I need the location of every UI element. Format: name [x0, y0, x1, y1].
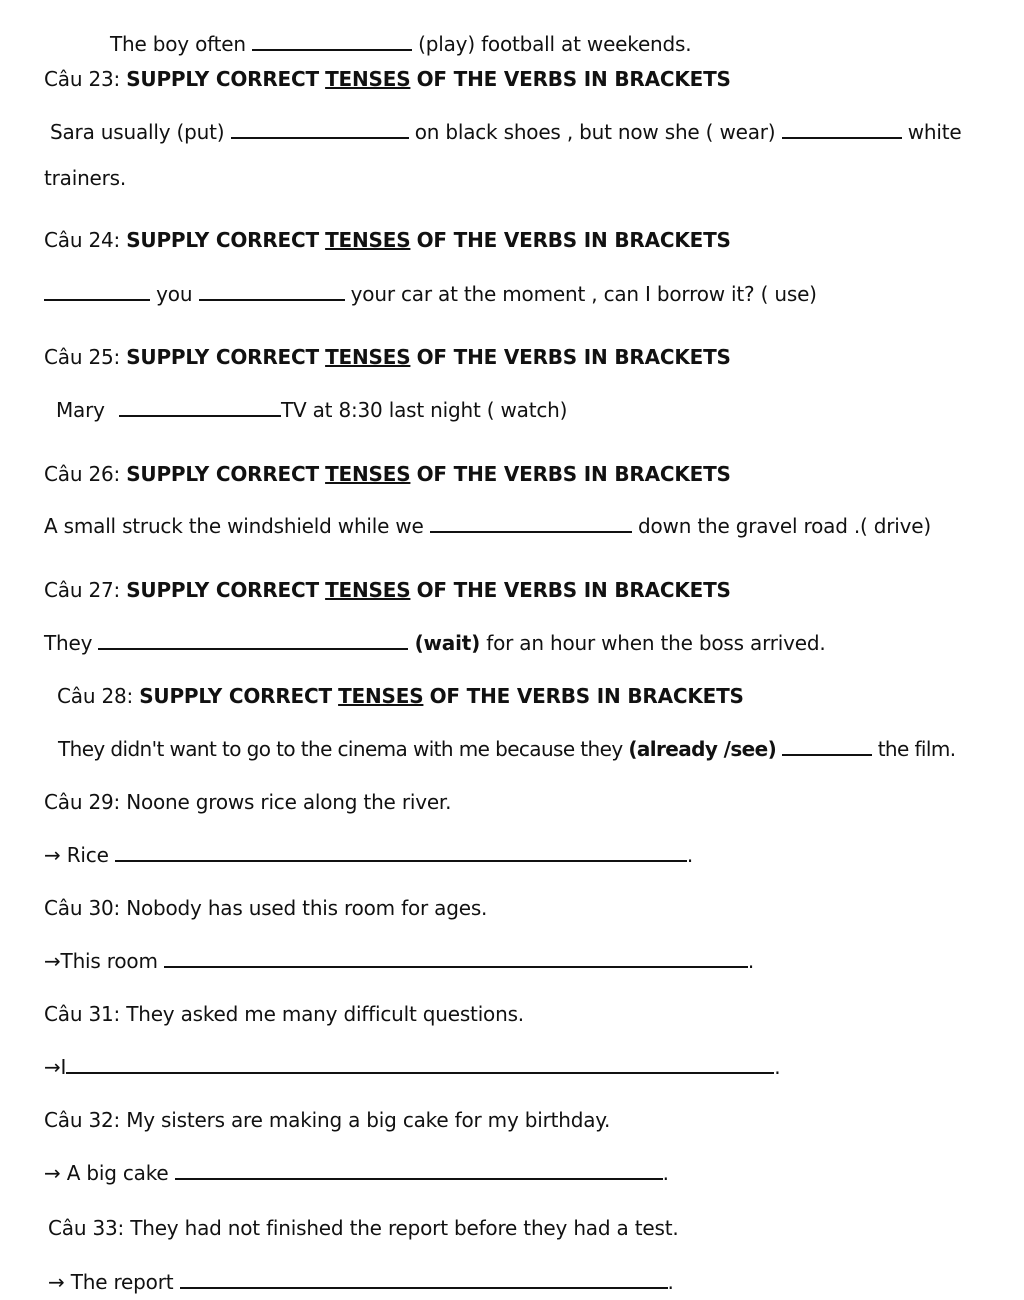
instruction-part: OF THE VERBS IN BRACKETS: [416, 345, 731, 369]
question-sentence: [58, 737, 955, 761]
answer-start: →This room: [44, 949, 158, 973]
question-heading: [57, 684, 744, 708]
sentence-text: the film.: [877, 737, 956, 761]
instruction-part: SUPPLY CORRECT: [139, 684, 332, 708]
answer-start: →I: [44, 1055, 67, 1079]
sentence-text: down the gravel road .( drive): [638, 514, 932, 538]
instruction-part: SUPPLY CORRECT: [126, 67, 319, 91]
rewrite-prompt: [44, 1002, 524, 1026]
line-end: .: [774, 1055, 781, 1079]
instruction-part: SUPPLY CORRECT: [126, 345, 319, 369]
verb-hint: (wait): [414, 631, 481, 655]
answer-blank[interactable]: [782, 121, 902, 139]
intro-sentence: [110, 32, 691, 56]
sentence-text: Sara usually (put): [50, 120, 225, 144]
question-label: Câu 26:: [44, 462, 121, 486]
instruction-underlined: TENSES: [325, 345, 411, 369]
answer-start: → Rice: [44, 843, 109, 867]
instruction-part: SUPPLY CORRECT: [126, 228, 319, 252]
answer-blank[interactable]: [252, 33, 412, 51]
instruction-underlined: TENSES: [325, 228, 411, 252]
sentence-text: white: [907, 120, 962, 144]
sentence-text: your car at the moment , can I borrow it? ( use): [350, 282, 817, 306]
answer-blank[interactable]: [180, 1271, 668, 1289]
intro-text-before: The boy often: [110, 32, 246, 56]
rewrite-prompt: [44, 1108, 610, 1132]
rewrite-answer-line: [44, 949, 754, 973]
prompt-text: Câu 30: Nobody has used this room for ages.: [44, 896, 488, 920]
instruction-part: SUPPLY CORRECT: [126, 462, 319, 486]
instruction-part: OF THE VERBS IN BRACKETS: [416, 67, 731, 91]
question-sentence: [44, 514, 931, 538]
question-heading: [44, 67, 731, 91]
rewrite-answer-line: [44, 843, 693, 867]
rewrite-answer-line: [44, 1055, 780, 1079]
instruction-part: OF THE VERBS IN BRACKETS: [416, 462, 731, 486]
answer-blank[interactable]: [199, 283, 345, 301]
prompt-text: Câu 31: They asked me many difficult questions.: [44, 1002, 524, 1026]
instruction-underlined: TENSES: [325, 462, 411, 486]
answer-blank[interactable]: [115, 844, 687, 862]
verb-hint: (already /see): [628, 737, 777, 761]
instruction-part: OF THE VERBS IN BRACKETS: [416, 228, 731, 252]
question-sentence: [50, 120, 961, 144]
prompt-text: Câu 33: They had not finished the report before they had a test.: [48, 1216, 679, 1240]
rewrite-answer-line: [44, 1161, 669, 1185]
answer-blank[interactable]: [44, 283, 150, 301]
question-sentence-continued: [44, 166, 126, 190]
sentence-text: They: [44, 631, 93, 655]
question-sentence: [44, 631, 826, 655]
line-end: .: [662, 1161, 669, 1185]
instruction-underlined: TENSES: [338, 684, 424, 708]
question-heading: [44, 228, 731, 252]
question-label: Câu 24:: [44, 228, 121, 252]
prompt-text: Câu 29: Noone grows rice along the river.: [44, 790, 452, 814]
answer-blank[interactable]: [430, 515, 632, 533]
sentence-text: A small struck the windshield while we: [44, 514, 424, 538]
question-label: Câu 23:: [44, 67, 121, 91]
instruction-part: OF THE VERBS IN BRACKETS: [416, 578, 731, 602]
question-sentence: [56, 398, 567, 422]
sentence-text: They didn't want to go to the cinema with me because they: [58, 737, 623, 761]
question-heading: [44, 345, 731, 369]
answer-start: → A big cake: [44, 1161, 169, 1185]
answer-blank[interactable]: [66, 1056, 774, 1074]
answer-blank[interactable]: [119, 399, 281, 417]
sentence-text: TV at 8:30 last night ( watch): [280, 398, 568, 422]
question-label: Câu 27:: [44, 578, 121, 602]
rewrite-prompt: [48, 1216, 679, 1240]
line-end: .: [667, 1270, 674, 1294]
instruction-part: OF THE VERBS IN BRACKETS: [429, 684, 744, 708]
intro-text-after: (play) football at weekends.: [418, 32, 692, 56]
instruction-part: SUPPLY CORRECT: [126, 578, 319, 602]
rewrite-prompt: [44, 896, 487, 920]
line-end: .: [747, 949, 755, 973]
prompt-text: Câu 32: My sisters are making a big cake for my birthday.: [44, 1108, 611, 1132]
instruction-underlined: TENSES: [325, 67, 411, 91]
sentence-text: on black shoes , but now she ( wear): [414, 120, 776, 144]
instruction-underlined: TENSES: [325, 578, 411, 602]
question-label: Câu 28:: [57, 684, 134, 708]
rewrite-prompt: [44, 790, 451, 814]
answer-blank[interactable]: [782, 738, 872, 756]
question-label: Câu 25:: [44, 345, 121, 369]
sentence-text: for an hour when the boss arrived.: [486, 631, 826, 655]
sentence-text: you: [156, 282, 193, 306]
answer-blank[interactable]: [98, 632, 408, 650]
answer-blank[interactable]: [175, 1162, 663, 1180]
sentence-text: trainers.: [44, 166, 127, 190]
question-heading: [44, 462, 731, 486]
answer-blank[interactable]: [231, 121, 409, 139]
question-heading: [44, 578, 731, 602]
line-end: .: [686, 843, 694, 867]
question-sentence: [44, 282, 817, 306]
rewrite-answer-line: [48, 1270, 674, 1294]
answer-blank[interactable]: [164, 950, 748, 968]
answer-start: → The report: [48, 1270, 174, 1294]
sentence-text: Mary: [56, 398, 105, 422]
